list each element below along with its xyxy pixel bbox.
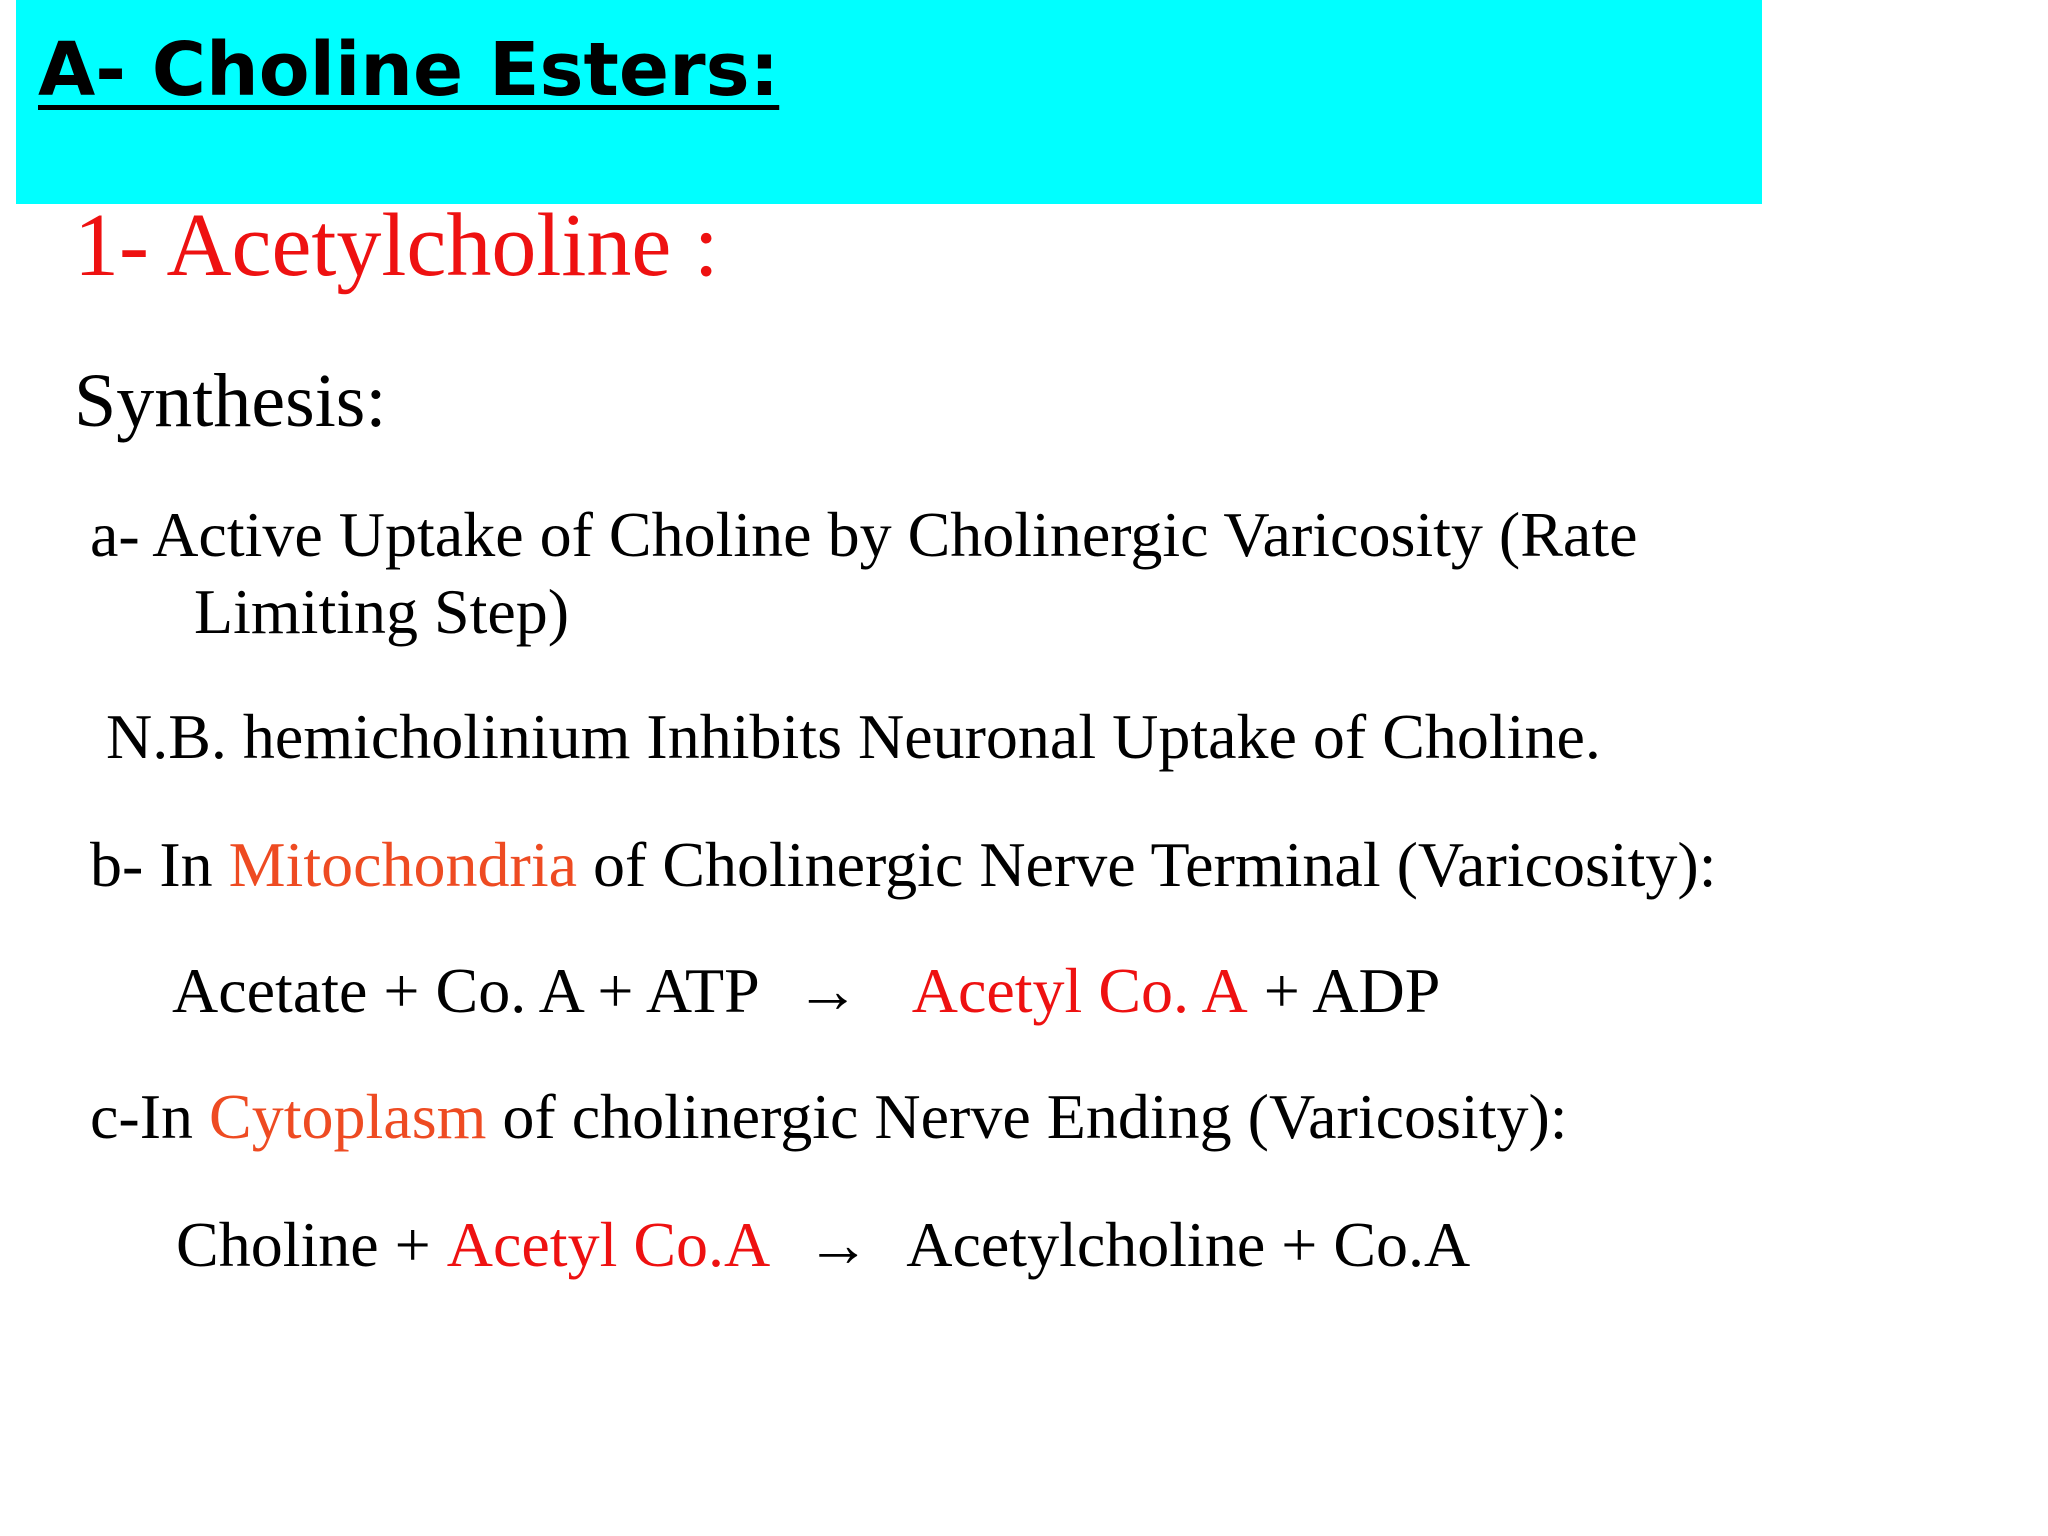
note-hemicholinium: N.B. hemicholinium Inhibits Neuronal Uptake of Choline. — [106, 701, 1601, 772]
equation2-products: Acetylcholine + Co.A — [906, 1209, 1471, 1280]
step-b-suffix: of Cholinergic Nerve Terminal (Varicosity): — [577, 829, 1717, 900]
step-a-line1: a- Active Uptake of Choline by Cholinergic Varicosity (Rate — [90, 499, 1638, 570]
equation-acetylcholine — [176, 1208, 1470, 1282]
equation1-product-highlight: Acetyl Co. A — [911, 955, 1248, 1026]
equation2-reactant2-highlight: Acetyl Co.A — [446, 1209, 771, 1280]
step-c-prefix: c-In — [90, 1081, 210, 1152]
reaction-arrow: → — [795, 955, 860, 1026]
step-b-highlight: Mitochondria — [228, 829, 577, 900]
equation-acetyl-coa — [172, 954, 1440, 1028]
step-b — [90, 828, 1717, 902]
step-c — [90, 1080, 1568, 1154]
equation2-reactant1: Choline + — [176, 1209, 431, 1280]
synthesis-label: Synthesis: — [74, 359, 387, 443]
equation1-product-rest: + ADP — [1263, 955, 1441, 1026]
step-a-line2: Limiting Step) — [194, 576, 570, 647]
step-c-highlight: Cytoplasm — [209, 1081, 487, 1152]
step-c-suffix: of cholinergic Nerve Ending (Varicosity): — [486, 1081, 1568, 1152]
topic-subtitle: 1- Acetylcholine : — [74, 196, 719, 295]
reaction-arrow-2: → — [806, 1209, 871, 1280]
slide-heading: A- Choline Esters: — [38, 27, 780, 113]
step-b-prefix: b- In — [90, 829, 229, 900]
equation1-reactants: Acetate + Co. A + ATP — [172, 955, 760, 1026]
